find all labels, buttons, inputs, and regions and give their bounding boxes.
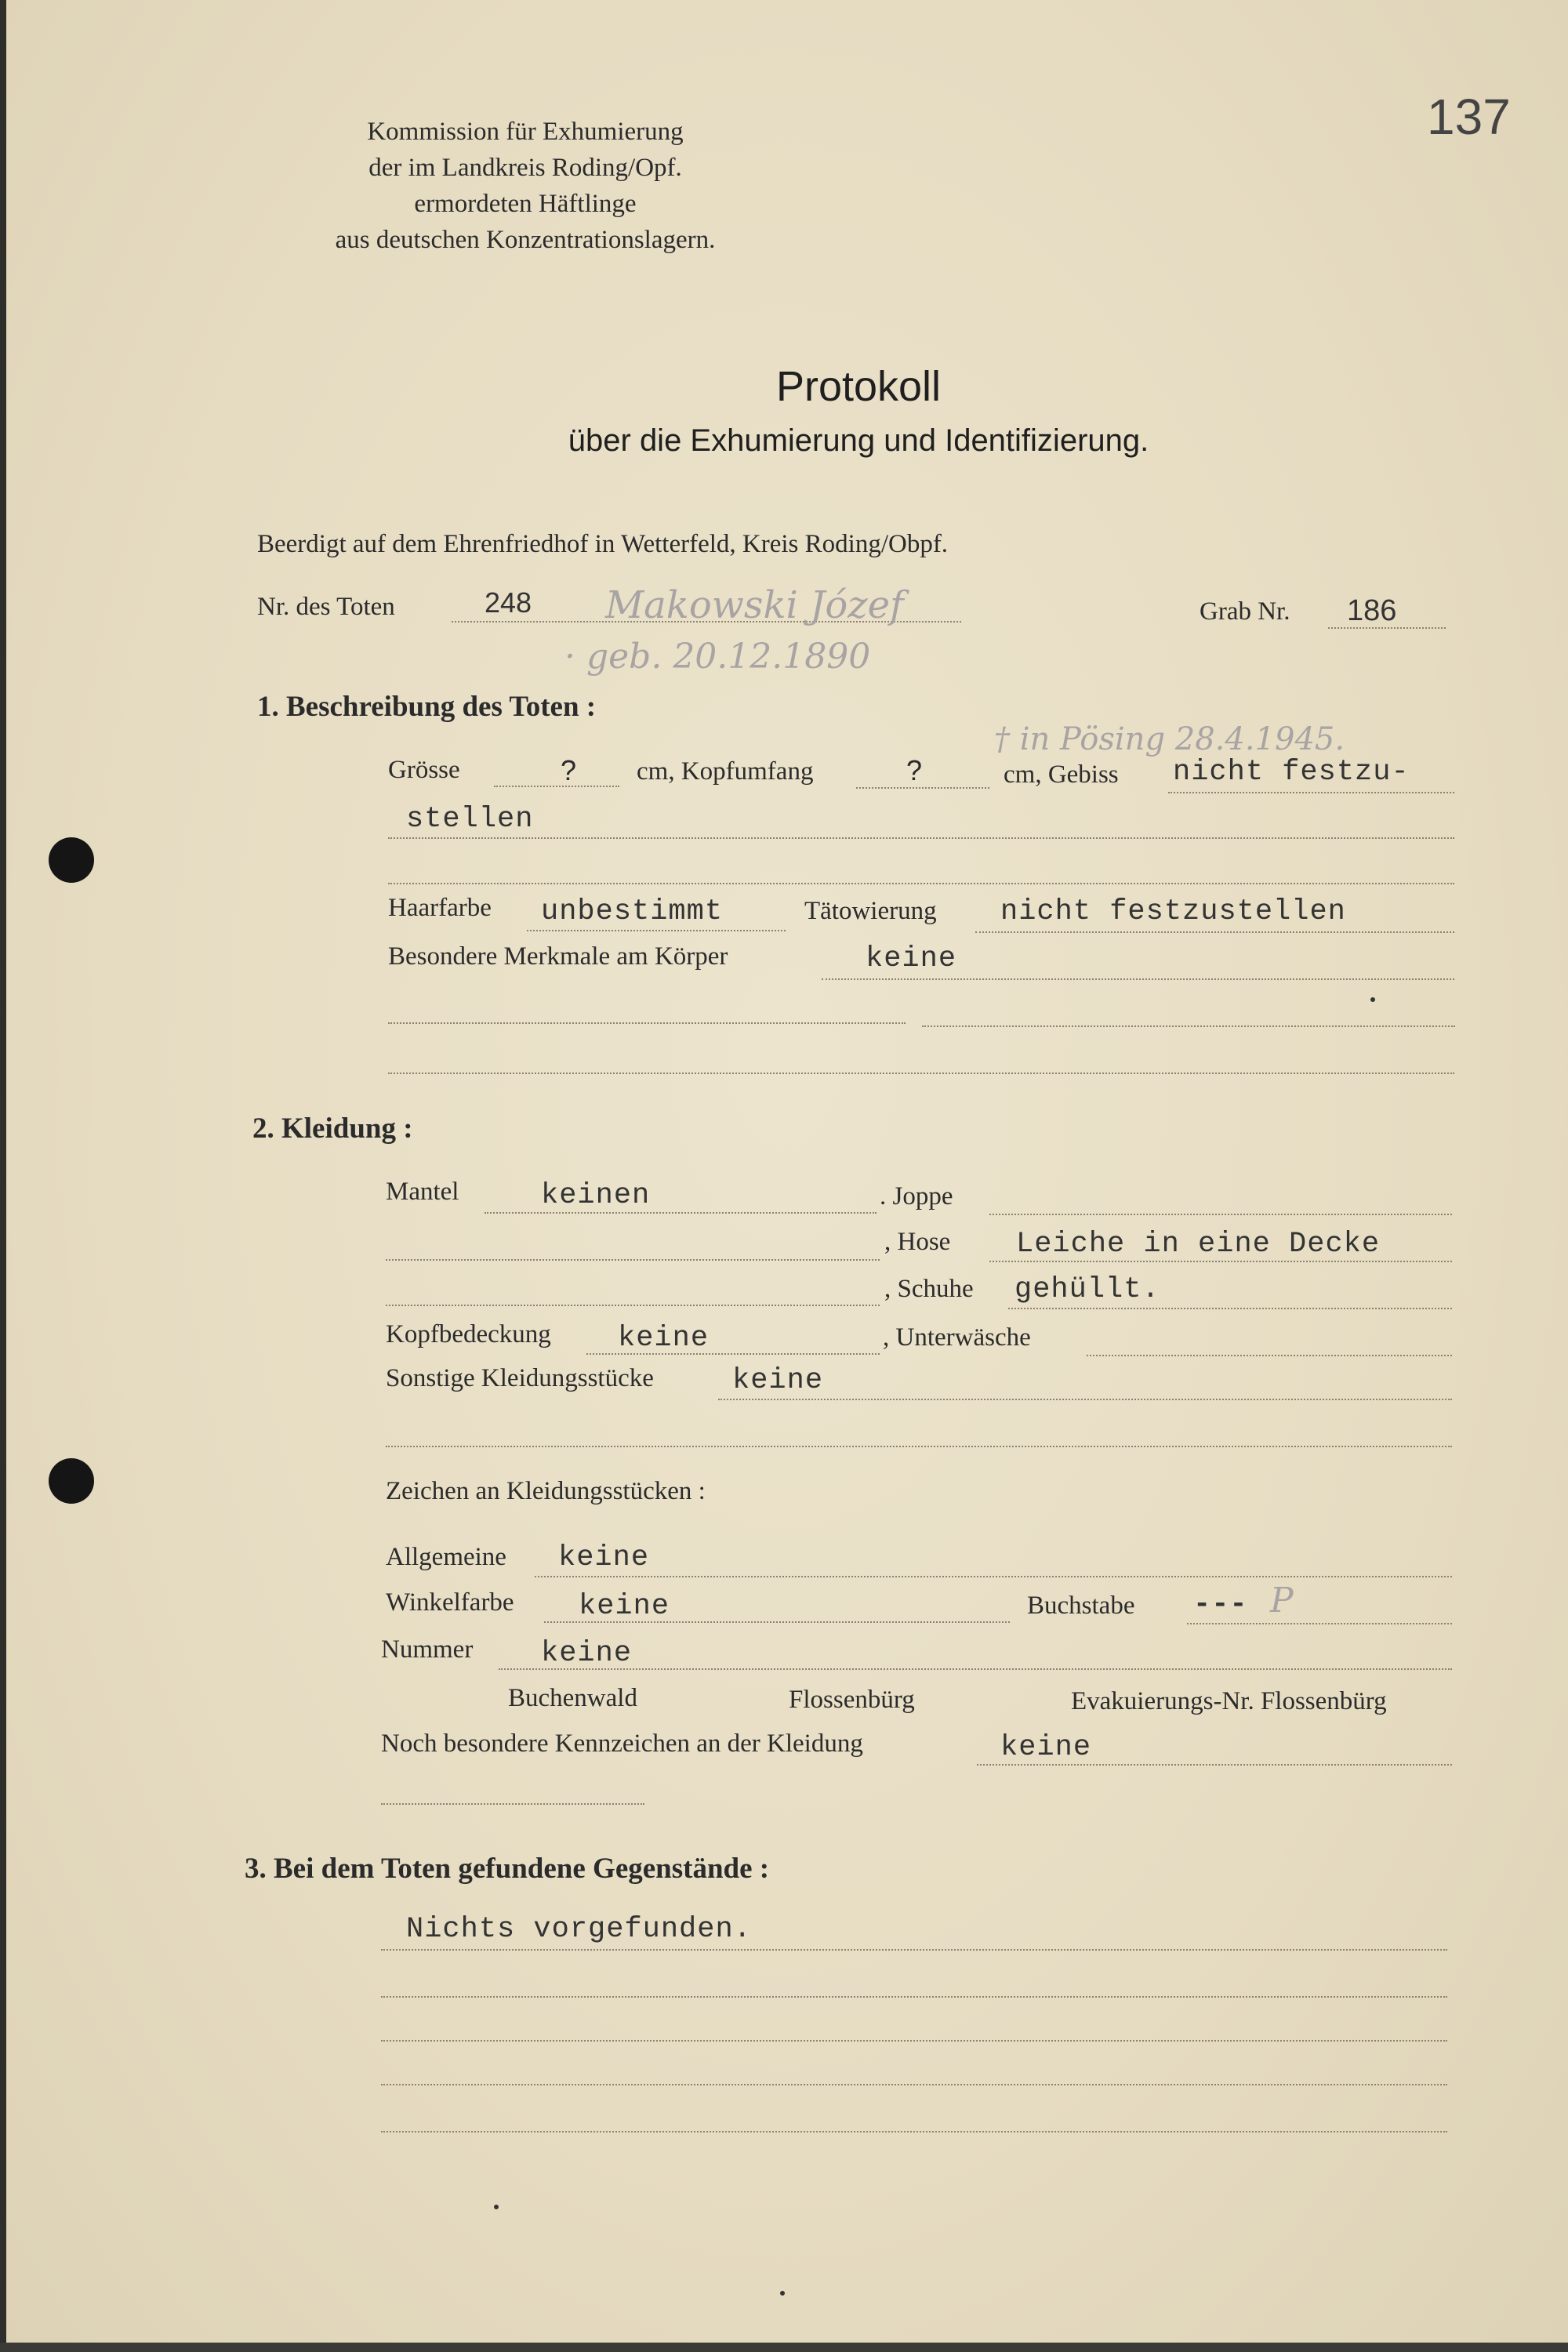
winkelfarbe-value: keine (579, 1590, 670, 1623)
winkelfarbe-label: Winkelfarbe (386, 1588, 514, 1617)
kopfumfang-label: cm, Kopfumfang (637, 757, 814, 786)
kopfbedeckung-value: keine (618, 1322, 710, 1355)
nummer-label: Nummer (381, 1635, 474, 1664)
besondere-kennzeichen-line (977, 1764, 1452, 1766)
unterwaesche-label: , Unterwäsche (883, 1323, 1031, 1352)
buchstabe-label: Buchstabe (1027, 1592, 1135, 1620)
buchstabe-value: --- (1193, 1588, 1248, 1621)
camp-flossenbuerg: Flossenbürg (789, 1686, 915, 1714)
camp-buchenwald: Buchenwald (508, 1684, 637, 1712)
blank-line (381, 2131, 1447, 2132)
dead-name-handwritten: Makowski Józef (605, 583, 904, 627)
page-number: 137 (1427, 89, 1511, 145)
section-1-heading: 1. Beschreibung des Toten : (257, 691, 597, 723)
found-items-value: Nichts vorgefunden. (406, 1913, 752, 1946)
section-3-heading: 3. Bei dem Toten gefundene Gegenstände : (245, 1853, 770, 1885)
allgemeine-line (535, 1576, 1452, 1577)
commission-header (259, 114, 792, 258)
header-line-2: der im Landkreis Roding/Opf. (368, 154, 682, 182)
buchstabe-handwritten: P (1270, 1581, 1294, 1621)
size-label: Grösse (388, 756, 460, 784)
dead-birthdate-handwritten: · geb. 20.12.1890 (564, 637, 871, 677)
marks-label: Besondere Merkmale am Körper (388, 942, 728, 971)
kopfumfang-value: ? (906, 754, 923, 786)
section-2-heading: 2. Kleidung : (252, 1112, 413, 1145)
speck (780, 2291, 785, 2296)
blank-line (922, 1025, 1455, 1027)
kopfumfang-line (856, 787, 989, 789)
tattoo-line (975, 931, 1454, 933)
mantel-line (485, 1212, 877, 1214)
besondere-kennzeichen-value: keine (1000, 1731, 1092, 1764)
mantel-label: Mantel (386, 1178, 459, 1206)
sonstige-line (718, 1399, 1452, 1400)
header-line-3: ermordeten Häftlinge (414, 190, 637, 218)
hair-line (527, 930, 786, 931)
tattoo-label: Tätowierung (804, 897, 937, 925)
hose-label: , Hose (884, 1228, 951, 1256)
blank-line (388, 883, 1454, 884)
dead-number-label: Nr. des Toten (257, 593, 395, 621)
blank-line (386, 1446, 1452, 1447)
kopfbedeckung-label: Kopfbedeckung (386, 1320, 551, 1348)
besondere-kennzeichen-label: Noch besondere Kennzeichen an der Kleidung (381, 1730, 863, 1758)
punch-hole-bottom (49, 1458, 94, 1504)
marks-line (822, 978, 1454, 980)
burial-place: Beerdigt auf dem Ehrenfriedhof in Wetterfeld, Kreis Roding/Obpf. (257, 530, 949, 558)
grave-number: 186 (1347, 594, 1397, 627)
page-title: Protokoll (775, 363, 942, 410)
scan-bottom-edge (0, 2343, 1568, 2352)
blank-line (381, 1803, 644, 1805)
joppe-line (989, 1214, 1452, 1215)
blank-line (386, 1305, 880, 1306)
hose-value: Leiche in eine Decke (1016, 1228, 1381, 1261)
header-line-1: Kommission für Exhumierung (367, 118, 684, 146)
marks-value: keine (866, 942, 957, 975)
grave-number-label: Grab Nr. (1200, 597, 1290, 626)
gebiss-cont-line (388, 837, 1454, 839)
blank-line (388, 1073, 1454, 1074)
blank-line (388, 1022, 906, 1024)
schuhe-label: , Schuhe (884, 1275, 974, 1303)
punch-hole-top (49, 837, 94, 883)
gebiss-line (1168, 792, 1454, 793)
allgemeine-value: keine (558, 1541, 650, 1574)
sonstige-label: Sonstige Kleidungsstücke (386, 1364, 654, 1392)
blank-line (381, 2040, 1447, 2042)
size-value: ? (561, 754, 577, 786)
schuhe-value: gehüllt. (1014, 1273, 1160, 1306)
zeichen-label: Zeichen an Kleidungsstücken : (386, 1477, 706, 1505)
blank-line (386, 1259, 880, 1261)
page-subtitle: über die Exhumierung und Identifizierung. (568, 423, 1149, 458)
gebiss-value-cont: stellen (406, 803, 534, 836)
buchstabe-line (1187, 1623, 1452, 1624)
blank-line (381, 1996, 1447, 1998)
scan-left-edge (0, 0, 6, 2352)
nummer-value: keine (541, 1637, 633, 1670)
blank-line (381, 2084, 1447, 2085)
nummer-line (499, 1668, 1452, 1670)
speck (1370, 997, 1375, 1002)
joppe-label: . Joppe (880, 1182, 953, 1210)
camp-evakuierung: Evakuierungs-Nr. Flossenbürg (1071, 1687, 1387, 1715)
allgemeine-label: Allgemeine (386, 1543, 506, 1571)
size-line (494, 786, 619, 787)
hair-value: unbestimmt (541, 895, 724, 928)
mantel-value: keinen (541, 1179, 651, 1212)
speck (494, 2205, 499, 2209)
hose-line (989, 1261, 1452, 1262)
sonstige-value: keine (732, 1364, 824, 1397)
dead-number: 248 (485, 586, 532, 619)
header-line-4: aus deutschen Konzentrationslagern. (335, 226, 716, 254)
unterwaesche-line (1087, 1355, 1452, 1356)
items-line (381, 1949, 1447, 1951)
gebiss-label: cm, Gebiss (1004, 760, 1119, 789)
gebiss-value: nicht festzu- (1173, 756, 1410, 789)
schuhe-line (1008, 1308, 1452, 1309)
hair-label: Haarfarbe (388, 894, 492, 922)
death-note-handwritten: † in Pösing 28.4.1945. (994, 721, 1345, 757)
tattoo-value: nicht festzustellen (1000, 895, 1346, 928)
